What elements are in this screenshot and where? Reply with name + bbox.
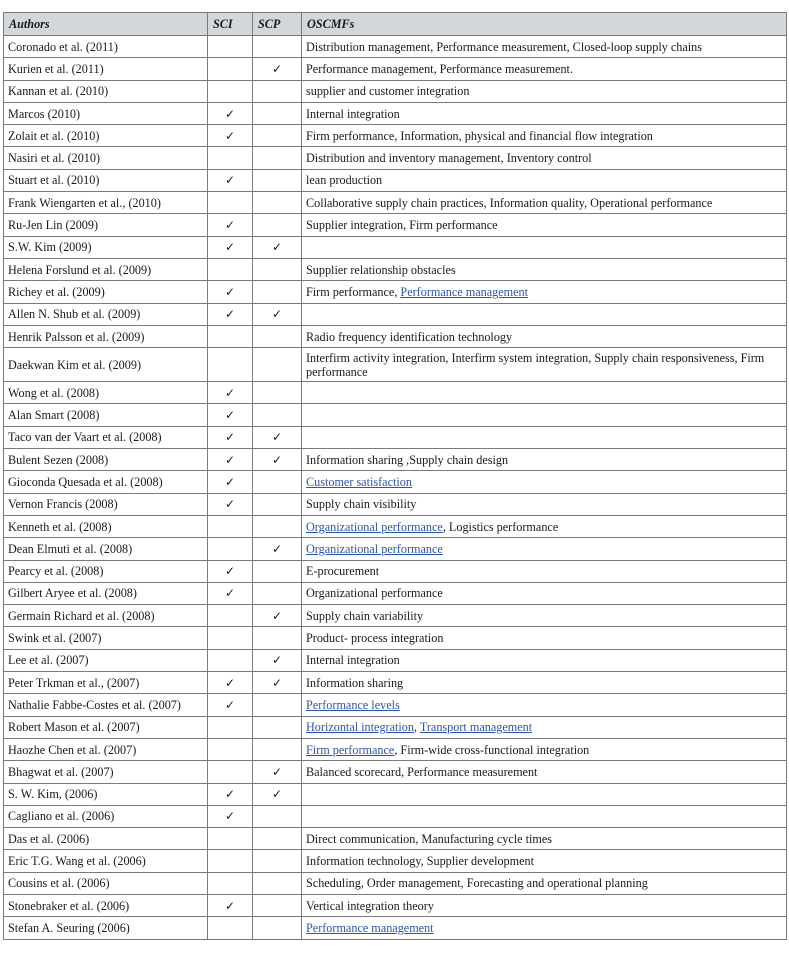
- table-row: [4, 828, 787, 850]
- header-oscmfs: OSCMFs: [302, 13, 787, 36]
- scp-cell: [253, 761, 302, 783]
- sci-cell: [208, 493, 253, 515]
- sci-cell: [208, 125, 253, 147]
- oscmfs-cell: [302, 560, 787, 582]
- table-row: [4, 649, 787, 671]
- sci-cell: [208, 58, 253, 80]
- table-row: [4, 348, 787, 382]
- table-row: [4, 404, 787, 426]
- oscmfs-cell: [302, 515, 787, 537]
- scp-cell: [253, 850, 302, 872]
- checkmark-icon: ✓: [224, 307, 236, 322]
- oscmfs-cell: [302, 649, 787, 671]
- sci-cell: [208, 258, 253, 280]
- author-cell: Henrik Palsson et al. (2009): [4, 325, 208, 347]
- table-row: [4, 58, 787, 80]
- header-authors: Authors: [4, 13, 208, 36]
- oscmfs-cell: [302, 147, 787, 169]
- scp-cell: [253, 894, 302, 916]
- oscmf-link[interactable]: Performance management: [306, 920, 434, 935]
- checkmark-icon: ✓: [224, 787, 236, 802]
- author-cell: Nathalie Fabbe-Costes et al. (2007): [4, 694, 208, 716]
- oscmfs-cell: [302, 404, 787, 426]
- scp-cell: [253, 325, 302, 347]
- table-row: [4, 872, 787, 894]
- scp-cell: [253, 449, 302, 471]
- author-cell: Germain Richard et al. (2008): [4, 605, 208, 627]
- sci-cell: [208, 471, 253, 493]
- table-row: [4, 738, 787, 760]
- oscmfs-cell: [302, 325, 787, 347]
- table-row: [4, 694, 787, 716]
- scp-cell: [253, 382, 302, 404]
- oscmfs-cell: [302, 169, 787, 191]
- oscmf-text: Product- process integration: [306, 631, 444, 646]
- oscmfs-cell: [302, 582, 787, 604]
- checkmark-icon: ✓: [271, 675, 283, 690]
- author-cell: Swink et al. (2007): [4, 627, 208, 649]
- sci-cell: [208, 805, 253, 827]
- author-cell: Allen N. Shub et al. (2009): [4, 303, 208, 325]
- scp-cell: [253, 538, 302, 560]
- header-scp: SCP: [253, 13, 302, 36]
- oscmf-text: Radio frequency identification technology: [306, 329, 513, 344]
- table-row: [4, 236, 787, 258]
- author-cell: Frank Wiengarten et al., (2010): [4, 192, 208, 214]
- oscmf-link[interactable]: Performance levels: [306, 697, 400, 712]
- author-cell: Wong et al. (2008): [4, 382, 208, 404]
- sci-cell: [208, 672, 253, 694]
- header-row: [4, 13, 787, 36]
- checkmark-icon: ✓: [224, 497, 236, 512]
- oscmfs-cell: [302, 303, 787, 325]
- checkmark-icon: ✓: [224, 106, 236, 121]
- sci-cell: [208, 303, 253, 325]
- scp-cell: [253, 783, 302, 805]
- oscmf-text: Supply chain variability: [306, 608, 424, 623]
- checkmark-icon: ✓: [224, 452, 236, 467]
- oscmfs-cell: [302, 694, 787, 716]
- oscmf-text: , Firm-wide cross-functional integration: [394, 742, 590, 757]
- sci-cell: [208, 627, 253, 649]
- oscmf-text: Collaborative supply chain practices, Information quality, Operational performance: [306, 195, 713, 210]
- author-cell: Kurien et al. (2011): [4, 58, 208, 80]
- scp-cell: [253, 672, 302, 694]
- oscmf-text: ,: [413, 720, 420, 735]
- header-sci: SCI: [208, 13, 253, 36]
- author-cell: Richey et al. (2009): [4, 281, 208, 303]
- sci-cell: [208, 694, 253, 716]
- table-row: [4, 761, 787, 783]
- table-row: [4, 426, 787, 448]
- oscmfs-cell: [302, 538, 787, 560]
- author-cell: Robert Mason et al. (2007): [4, 716, 208, 738]
- oscmf-text: lean production: [306, 173, 383, 188]
- checkmark-icon: ✓: [224, 898, 236, 913]
- author-cell: Daekwan Kim et al. (2009): [4, 348, 208, 382]
- author-cell: Vernon Francis (2008): [4, 493, 208, 515]
- oscmfs-cell: [302, 716, 787, 738]
- author-cell: Kannan et al. (2010): [4, 80, 208, 102]
- table-row: [4, 515, 787, 537]
- table-row: [4, 716, 787, 738]
- oscmf-text: Supply chain visibility: [306, 497, 417, 512]
- checkmark-icon: ✓: [224, 809, 236, 824]
- checkmark-icon: ✓: [271, 307, 283, 322]
- oscmfs-cell: [302, 58, 787, 80]
- author-cell: Kenneth et al. (2008): [4, 515, 208, 537]
- checkmark-icon: ✓: [271, 240, 283, 255]
- scp-cell: [253, 805, 302, 827]
- author-cell: Das et al. (2006): [4, 828, 208, 850]
- sci-cell: [208, 214, 253, 236]
- table-row: [4, 538, 787, 560]
- author-cell: Peter Trkman et al., (2007): [4, 672, 208, 694]
- oscmfs-cell: [302, 192, 787, 214]
- sci-cell: [208, 738, 253, 760]
- oscmf-text: Supplier integration, Firm performance: [306, 218, 498, 233]
- oscmf-text: Direct communication, Manufacturing cycle times: [306, 831, 553, 846]
- sci-cell: [208, 192, 253, 214]
- oscmfs-cell: [302, 80, 787, 102]
- sci-cell: [208, 102, 253, 124]
- table-row: [4, 325, 787, 347]
- author-cell: Stefan A. Seuring (2006): [4, 917, 208, 939]
- scp-cell: [253, 515, 302, 537]
- sci-cell: [208, 783, 253, 805]
- scp-cell: [253, 716, 302, 738]
- oscmf-text: Information sharing: [306, 675, 404, 690]
- table-row: [4, 125, 787, 147]
- author-cell: Ru-Jen Lin (2009): [4, 214, 208, 236]
- oscmfs-cell: [302, 426, 787, 448]
- scp-cell: [253, 694, 302, 716]
- oscmf-text: Scheduling, Order management, Forecasting and operational planning: [306, 876, 648, 891]
- table-row: [4, 102, 787, 124]
- sci-cell: [208, 36, 253, 58]
- author-cell: Eric T.G. Wang et al. (2006): [4, 850, 208, 872]
- checkmark-icon: ✓: [224, 173, 236, 188]
- oscmf-text: Firm performance, Information, physical and financial flow integration: [306, 128, 653, 143]
- scp-cell: [253, 80, 302, 102]
- oscmf-text: Organizational performance: [306, 586, 443, 601]
- author-cell: Bulent Sezen (2008): [4, 449, 208, 471]
- table-row: [4, 783, 787, 805]
- oscmfs-cell: [302, 471, 787, 493]
- author-cell: Lee et al. (2007): [4, 649, 208, 671]
- table-row: [4, 560, 787, 582]
- oscmfs-cell: [302, 738, 787, 760]
- oscmfs-cell: [302, 382, 787, 404]
- author-cell: Gilbert Aryee et al. (2008): [4, 582, 208, 604]
- table-row: [4, 894, 787, 916]
- oscmfs-cell: [302, 805, 787, 827]
- oscmfs-cell: [302, 281, 787, 303]
- scp-cell: [253, 281, 302, 303]
- table-row: [4, 258, 787, 280]
- oscmf-text: Internal integration: [306, 653, 400, 668]
- oscmfs-cell: [302, 850, 787, 872]
- author-cell: Marcos (2010): [4, 102, 208, 124]
- table-row: [4, 493, 787, 515]
- oscmf-link[interactable]: Organizational performance: [306, 541, 443, 556]
- checkmark-icon: ✓: [271, 61, 283, 76]
- table-row: [4, 214, 787, 236]
- oscmf-text: Firm performance,: [306, 284, 401, 299]
- sci-cell: [208, 828, 253, 850]
- author-cell: Dean Elmuti et al. (2008): [4, 538, 208, 560]
- table-row: [4, 147, 787, 169]
- scp-cell: [253, 147, 302, 169]
- scp-cell: [253, 605, 302, 627]
- oscmfs-cell: [302, 493, 787, 515]
- scp-cell: [253, 303, 302, 325]
- sci-cell: [208, 169, 253, 191]
- literature-table: [3, 12, 787, 940]
- table-row: [4, 471, 787, 493]
- oscmfs-cell: [302, 627, 787, 649]
- oscmf-text: Performance management, Performance measurement.: [306, 61, 573, 76]
- sci-cell: [208, 582, 253, 604]
- checkmark-icon: ✓: [224, 675, 236, 690]
- oscmf-text: Interfirm activity integration, Interfirm system integration, Supply chain responsiveness, Firm performance: [306, 350, 765, 379]
- oscmfs-cell: [302, 605, 787, 627]
- oscmfs-cell: [302, 894, 787, 916]
- scp-cell: [253, 872, 302, 894]
- checkmark-icon: ✓: [224, 697, 236, 712]
- scp-cell: [253, 738, 302, 760]
- scp-cell: [253, 493, 302, 515]
- oscmf-link[interactable]: Performance management: [400, 284, 528, 299]
- scp-cell: [253, 560, 302, 582]
- oscmf-text: Information sharing ,Supply chain design: [306, 452, 509, 467]
- sci-cell: [208, 894, 253, 916]
- scp-cell: [253, 404, 302, 426]
- oscmf-link[interactable]: Organizational performance: [306, 519, 443, 534]
- checkmark-icon: ✓: [271, 764, 283, 779]
- sci-cell: [208, 649, 253, 671]
- author-cell: Helena Forslund et al. (2009): [4, 258, 208, 280]
- table-row: [4, 605, 787, 627]
- sci-cell: [208, 716, 253, 738]
- checkmark-icon: ✓: [271, 430, 283, 445]
- author-cell: Coronado et al. (2011): [4, 36, 208, 58]
- table-row: [4, 582, 787, 604]
- sci-cell: [208, 236, 253, 258]
- author-cell: Zolait et al. (2010): [4, 125, 208, 147]
- table-row: [4, 36, 787, 58]
- oscmfs-cell: [302, 828, 787, 850]
- oscmfs-cell: [302, 102, 787, 124]
- author-cell: S. W. Kim, (2006): [4, 783, 208, 805]
- scp-cell: [253, 125, 302, 147]
- oscmf-text: E-procurement: [306, 564, 380, 579]
- oscmfs-cell: [302, 36, 787, 58]
- oscmfs-cell: [302, 872, 787, 894]
- table-row: [4, 805, 787, 827]
- scp-cell: [253, 627, 302, 649]
- scp-cell: [253, 192, 302, 214]
- checkmark-icon: ✓: [271, 541, 283, 556]
- oscmf-text: Supplier relationship obstacles: [306, 262, 456, 277]
- checkmark-icon: ✓: [224, 385, 236, 400]
- oscmf-link[interactable]: Firm performance: [306, 742, 395, 757]
- checkmark-icon: ✓: [224, 430, 236, 445]
- scp-cell: [253, 471, 302, 493]
- sci-cell: [208, 348, 253, 382]
- table-row: [4, 192, 787, 214]
- sci-cell: [208, 80, 253, 102]
- table-row: [4, 917, 787, 939]
- oscmf-text: Distribution management, Performance measurement, Closed-loop supply chains: [306, 39, 702, 54]
- sci-cell: [208, 281, 253, 303]
- table-row: [4, 672, 787, 694]
- checkmark-icon: ✓: [224, 408, 236, 423]
- oscmf-text: supplier and customer integration: [306, 84, 470, 99]
- scp-cell: [253, 426, 302, 448]
- oscmf-text: Internal integration: [306, 106, 400, 121]
- sci-cell: [208, 515, 253, 537]
- checkmark-icon: ✓: [224, 586, 236, 601]
- sci-cell: [208, 872, 253, 894]
- checkmark-icon: ✓: [271, 608, 283, 623]
- scp-cell: [253, 169, 302, 191]
- scp-cell: [253, 214, 302, 236]
- scp-cell: [253, 102, 302, 124]
- checkmark-icon: ✓: [224, 240, 236, 255]
- sci-cell: [208, 449, 253, 471]
- table-row: [4, 449, 787, 471]
- sci-cell: [208, 147, 253, 169]
- oscmf-link[interactable]: Customer satisfaction: [306, 474, 412, 489]
- table-row: [4, 80, 787, 102]
- scp-cell: [253, 58, 302, 80]
- oscmf-text: Distribution and inventory management, Inventory control: [306, 151, 592, 166]
- checkmark-icon: ✓: [224, 284, 236, 299]
- checkmark-icon: ✓: [224, 128, 236, 143]
- oscmf-link[interactable]: Transport management: [419, 720, 533, 735]
- author-cell: S.W. Kim (2009): [4, 236, 208, 258]
- sci-cell: [208, 325, 253, 347]
- author-cell: Pearcy et al. (2008): [4, 560, 208, 582]
- oscmfs-cell: [302, 258, 787, 280]
- oscmf-text: Information technology, Supplier development: [306, 854, 535, 869]
- oscmfs-cell: [302, 214, 787, 236]
- oscmfs-cell: [302, 348, 787, 382]
- scp-cell: [253, 828, 302, 850]
- table-row: [4, 281, 787, 303]
- author-cell: Cousins et al. (2006): [4, 872, 208, 894]
- sci-cell: [208, 761, 253, 783]
- author-cell: Gioconda Quesada et al. (2008): [4, 471, 208, 493]
- author-cell: Bhagwat et al. (2007): [4, 761, 208, 783]
- table-body: [4, 36, 787, 940]
- sci-cell: [208, 426, 253, 448]
- sci-cell: [208, 560, 253, 582]
- scp-cell: [253, 582, 302, 604]
- author-cell: Stuart et al. (2010): [4, 169, 208, 191]
- oscmfs-cell: [302, 449, 787, 471]
- table-row: [4, 303, 787, 325]
- oscmf-text: Vertical integration theory: [306, 898, 434, 913]
- author-cell: Stonebraker et al. (2006): [4, 894, 208, 916]
- scp-cell: [253, 36, 302, 58]
- scp-cell: [253, 917, 302, 939]
- sci-cell: [208, 917, 253, 939]
- author-cell: Cagliano et al. (2006): [4, 805, 208, 827]
- checkmark-icon: ✓: [224, 474, 236, 489]
- scp-cell: [253, 348, 302, 382]
- checkmark-icon: ✓: [224, 564, 236, 579]
- scp-cell: [253, 258, 302, 280]
- oscmfs-cell: [302, 783, 787, 805]
- author-cell: Haozhe Chen et al. (2007): [4, 738, 208, 760]
- table-row: [4, 382, 787, 404]
- author-cell: Taco van der Vaart et al. (2008): [4, 426, 208, 448]
- author-cell: Alan Smart (2008): [4, 404, 208, 426]
- table-row: [4, 850, 787, 872]
- checkmark-icon: ✓: [271, 787, 283, 802]
- scp-cell: [253, 649, 302, 671]
- oscmfs-cell: [302, 761, 787, 783]
- author-cell: Nasiri et al. (2010): [4, 147, 208, 169]
- sci-cell: [208, 382, 253, 404]
- sci-cell: [208, 538, 253, 560]
- oscmf-text: Balanced scorecard, Performance measurement: [306, 764, 538, 779]
- table-row: [4, 627, 787, 649]
- table-row: [4, 169, 787, 191]
- checkmark-icon: ✓: [271, 653, 283, 668]
- sci-cell: [208, 605, 253, 627]
- sci-cell: [208, 850, 253, 872]
- oscmfs-cell: [302, 125, 787, 147]
- oscmfs-cell: [302, 917, 787, 939]
- sci-cell: [208, 404, 253, 426]
- oscmfs-cell: [302, 236, 787, 258]
- checkmark-icon: ✓: [271, 452, 283, 467]
- scp-cell: [253, 236, 302, 258]
- oscmf-link[interactable]: Horizontal integration: [306, 720, 414, 735]
- oscmfs-cell: [302, 672, 787, 694]
- oscmf-text: , Logistics performance: [442, 519, 559, 534]
- checkmark-icon: ✓: [224, 218, 236, 233]
